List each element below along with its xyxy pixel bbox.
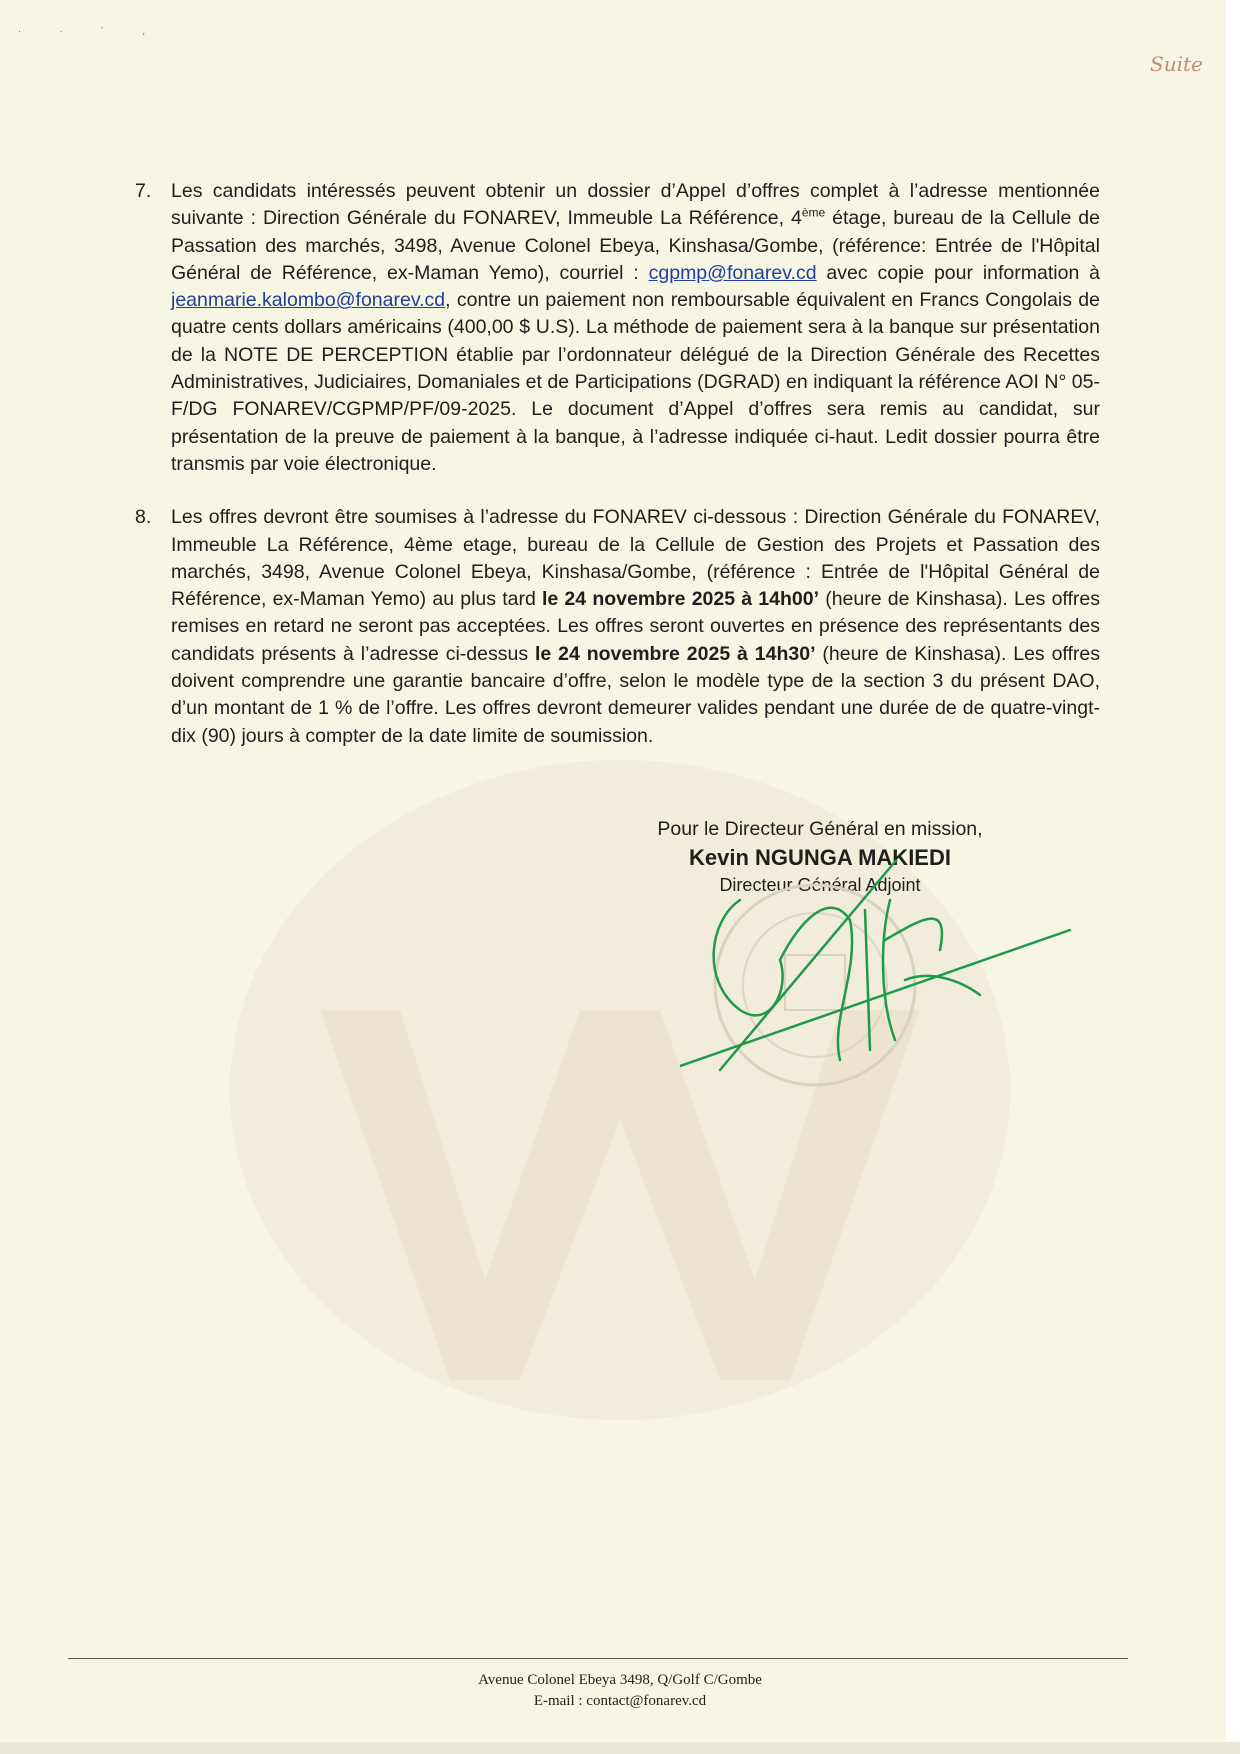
footer-divider (68, 1658, 1128, 1659)
item-number: 8. (135, 506, 152, 529)
footer (0, 1670, 1240, 1712)
paragraph-7 (135, 178, 1100, 478)
text-segment: Les candidats intéressés peuvent obtenir un dossier d’Appel d’offres complet à l’adresse mentionnée suivante : Direction Générale du FONAREV, Immeuble La Référence, 4 (171, 180, 1100, 230)
text-segment: , contre un paiement non remboursable équivalent en Francs Congolais de quatre cents dollars américains (400,00 $ U.S). La méthode de paiement sera à la banque sur présentation de la NOTE DE PERCEPTION établie par l’ordonnateur délégué de la Direction Générale des Recettes Administratives, Judiciaires, Domaniales et de Participations (DGRAD) en indiquant la référence AOI N° 05-F/DG FONAREV/CGPMP/PF/09-2025. Le document d’Appel d’offres sera remis au candidat, sur présentation de la preuve de paiement à la banque, à l’adresse indiquée ci-haut. Ledit dossier pourra être transmis par voie électronique. (171, 289, 1100, 475)
signatory-name: Kevin NGUNGA MAKIEDI (689, 845, 951, 870)
continuation-label: Suite (1150, 52, 1203, 76)
page-edge (1226, 0, 1240, 1754)
text-segment: étage, bureau de la Cellule de Passation des marchés, 3498, Avenue Colonel Ebeya, Kinshasa/Gombe, (référence: Entrée de l'Hôpital Général de Référence, ex-Maman Yemo), courriel : (171, 207, 1100, 284)
signatory-title: Directeur Général Adjoint (719, 875, 921, 895)
footer-address: Avenue Colonel Ebeya 3498, Q/Golf C/Gombe (478, 1672, 762, 1688)
text-segment: Les offres devront être soumises à l’adresse du FONAREV ci-dessous : Direction Générale du FONAREV, Immeuble La Référence, 4ème etage, bureau de la Cellule de Gestion des Projets et Passation des marchés, 3498, Avenue Colonel Ebeya, Kinshasa/Gombe, (référence : Entrée de l'Hôpital Général de Référence, ex-Maman Yemo) au plus tard (171, 506, 1100, 611)
text-segment: avec copie pour information à (816, 261, 1100, 284)
superscript: ème (801, 205, 826, 220)
page-edge-bottom (0, 1742, 1240, 1754)
paragraph-8 (135, 504, 1100, 750)
text-segment: (heure de Kinshasa). Les offres remises en retard ne seront pas acceptées. Les offres seront ouvertes en présence des représentants des candidats présents à l’adresse ci-dessus (171, 588, 1101, 665)
signature-on-behalf: Pour le Directeur Général en mission, (657, 818, 983, 840)
footer-email: E-mail : contact@fonarev.cd (533, 1693, 707, 1709)
deadline-opening: le 24 novembre 2025 à 14h30’ (534, 642, 816, 665)
item-number: 7. (135, 180, 152, 202)
text-segment: (heure de Kinshasa). Les offres doivent comprendre une garantie bancaire d’offre, selon le modèle type de la section 3 du présent DAO, d’un montant de 1 % de l’offre. Les offres devront demeurer valides pendant une durée de de quatre-vingt-dix (90) jours à compter de la date limite de soumission. (171, 642, 1100, 747)
scan-artifacts: · · ´ , (18, 26, 163, 36)
item-text (171, 504, 1100, 750)
email-link-cgpmp[interactable]: cgpmp@fonarev.cd (648, 261, 817, 284)
email-link-kalombo[interactable]: jeanmarie.kalombo@fonarev.cd (171, 289, 446, 312)
document-body (135, 178, 1100, 776)
item-text (171, 178, 1100, 478)
stamp-and-signature (680, 860, 1100, 1160)
deadline-submission: le 24 novembre 2025 à 14h00’ (541, 588, 820, 611)
